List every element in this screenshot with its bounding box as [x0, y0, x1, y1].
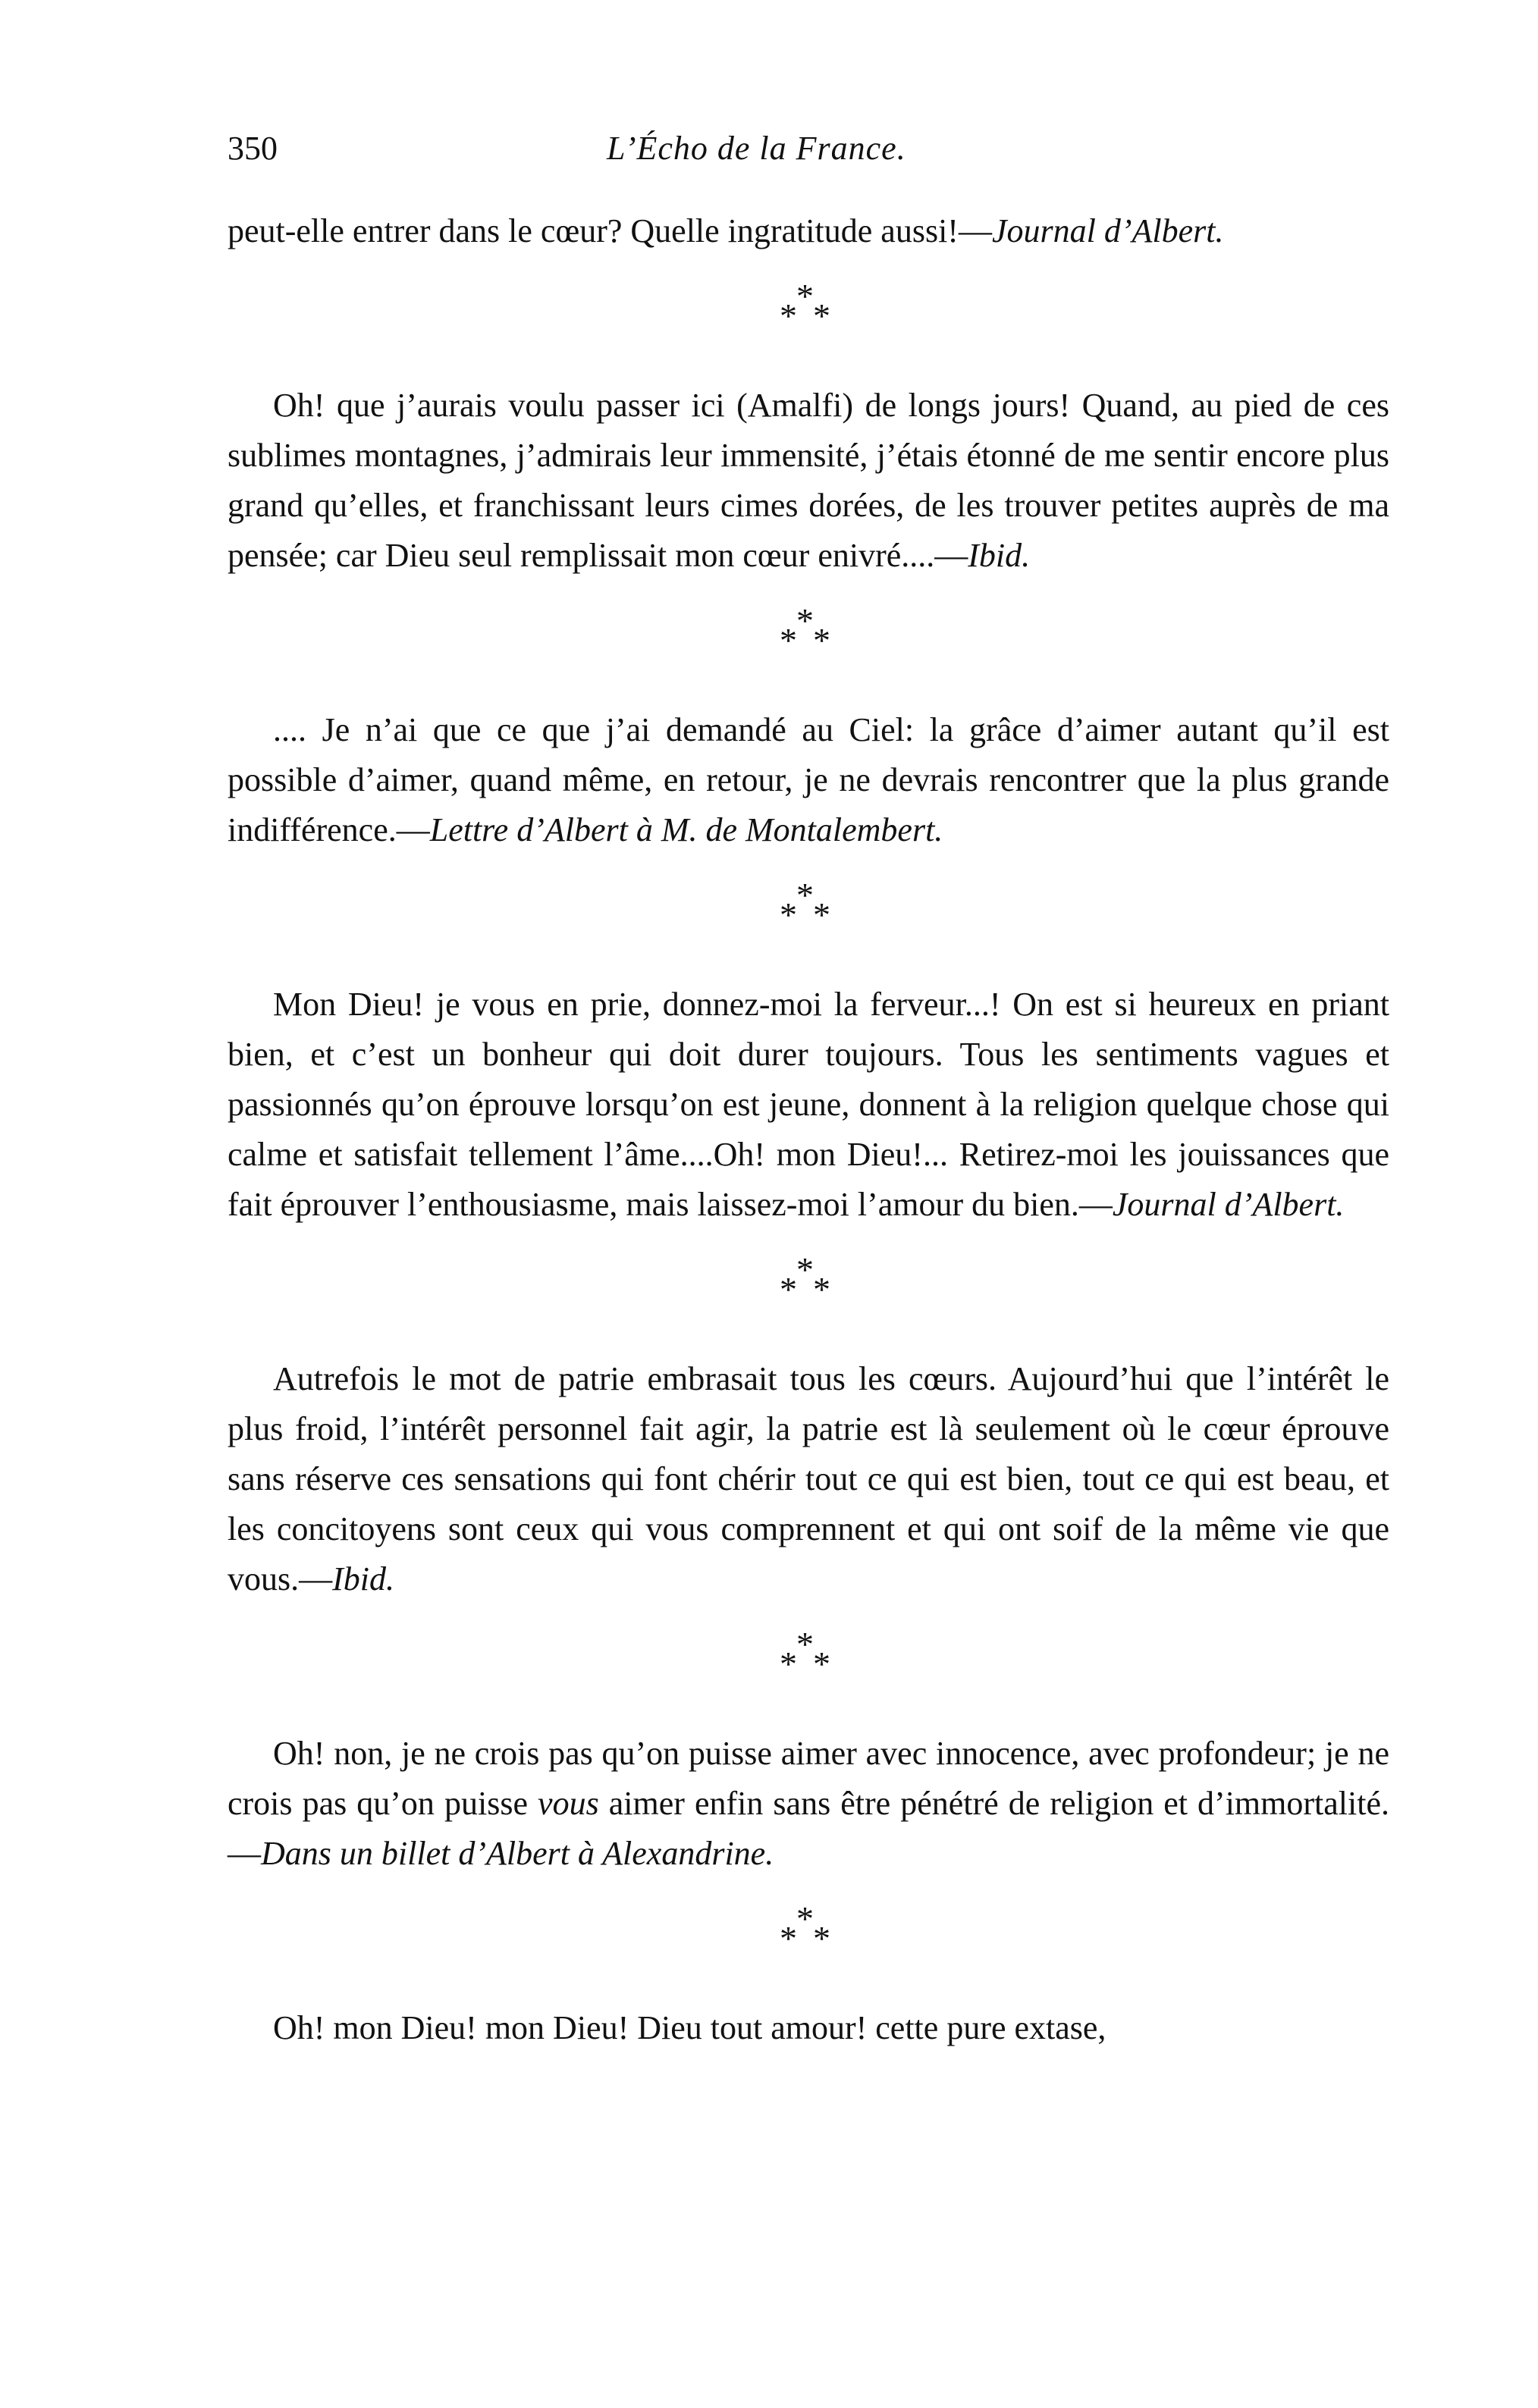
- passage-source: Ibid.: [332, 1560, 395, 1597]
- asterism-divider: [771, 1899, 846, 1977]
- asterism-star: *: [813, 1270, 830, 1309]
- passage-text: peut-elle entrer dans le cœur? Quelle ingratitude aussi!—: [228, 212, 992, 249]
- passage-paragraph: [228, 980, 1389, 1230]
- passage-text: Oh! non, je ne crois pas qu’on puisse aimer avec innocence, avec profondeur; je ne crois pas qu’on puisse: [228, 1735, 1389, 1822]
- running-title: L’Écho de la France.: [607, 130, 906, 167]
- asterism-star: *: [813, 1919, 830, 1958]
- asterism-star: *: [796, 277, 814, 315]
- passage-text: aimer enfin sans être pénétré de religion et d’immortalité.—: [228, 1785, 1389, 1872]
- passage-text: .... Je n’ai que ce que j’ai demandé au Ciel: la grâce d’aimer autant qu’il est possible d’aimer, quand même, en retour, je ne devrais rencontrer que la plus grande indifférence.—: [228, 711, 1389, 848]
- asterism-star: *: [780, 296, 797, 335]
- page-number: 350: [228, 130, 278, 167]
- asterism-star: *: [813, 621, 830, 660]
- asterism-star: *: [813, 296, 830, 335]
- passage-source: Lettre d’Albert à M. de Montalembert.: [429, 811, 943, 848]
- asterism-star: *: [813, 895, 830, 934]
- passage-source: Dans un billet d’Albert à Alexandrine.: [261, 1835, 774, 1872]
- asterism-divider: [771, 878, 846, 954]
- asterism-divider: [771, 601, 846, 679]
- book-page: [228, 129, 1389, 2053]
- passage-text: Oh! que j’aurais voulu passer ici (Amalfi) de longs jours! Quand, au pied de ces sublimes montagnes, j’admirais leur immensité, j’étais étonné de me sentir encore plus grand qu’elles, et franchissant leurs cimes dorées, de les trouver petites auprès de ma pensée; car Dieu seul remplissait mon cœur enivré....—: [228, 387, 1389, 574]
- asterism-divider: [771, 1627, 846, 1703]
- asterism-star: *: [796, 1250, 814, 1289]
- emphasized-word: vous: [538, 1785, 599, 1822]
- passage-text: Autrefois le mot de patrie embrasait tous les cœurs. Aujourd’hui que l’intérêt le plus froid, l’intérêt personnel fait agir, la patrie est là seulement où le cœur éprouve sans réserve ces sensations qui font chérir tout ce qui est bien, tout ce qui est beau, et les concitoyens sont ceux qui vous comprennent et qui ont soif de la même vie que vous.—: [228, 1360, 1389, 1597]
- passage-source: Ibid.: [968, 537, 1031, 574]
- passage-text: Mon Dieu! je vous en prie, donnez-moi la ferveur...! On est si heureux en priant bien, et c’est un bonheur qui doit durer toujours. Tous les sentiments vagues et passionnés qu’on éprouve lorsqu’on est jeune, donnent à la religion quelque chose qui calme et satisfait tellement l’âme....Oh! mon Dieu!... Retirez-moi les jouissances que fait éprouver l’enthousiasme, mais laissez-moi l’amour du bien.—: [228, 986, 1389, 1223]
- asterism-star: *: [813, 1645, 830, 1683]
- passage-paragraph: [228, 1729, 1389, 1879]
- asterism-star: *: [780, 1919, 797, 1958]
- passage-paragraph: [228, 206, 1389, 256]
- asterism-star: *: [780, 1270, 797, 1309]
- passage-source: Journal d’Albert.: [1112, 1186, 1345, 1223]
- asterism-star: *: [780, 621, 797, 660]
- passage-paragraph: [228, 381, 1389, 581]
- passage-paragraph: [228, 705, 1389, 855]
- passage-source: Journal d’Albert.: [991, 212, 1224, 249]
- page-content: [228, 206, 1389, 2053]
- asterism-divider: [771, 279, 846, 355]
- asterism-star: *: [796, 876, 814, 914]
- asterism-star: *: [780, 895, 797, 934]
- asterism-divider: [771, 1250, 846, 1328]
- passage-paragraph: [228, 2003, 1389, 2053]
- asterism-star: *: [780, 1645, 797, 1683]
- asterism-star: *: [796, 601, 814, 640]
- asterism-star: *: [796, 1625, 814, 1663]
- page-header: [228, 129, 1389, 174]
- passage-paragraph: [228, 1354, 1389, 1604]
- asterism-star: *: [796, 1899, 814, 1938]
- passage-text: Oh! mon Dieu! mon Dieu! Dieu tout amour! cette pure extase,: [273, 2009, 1106, 2046]
